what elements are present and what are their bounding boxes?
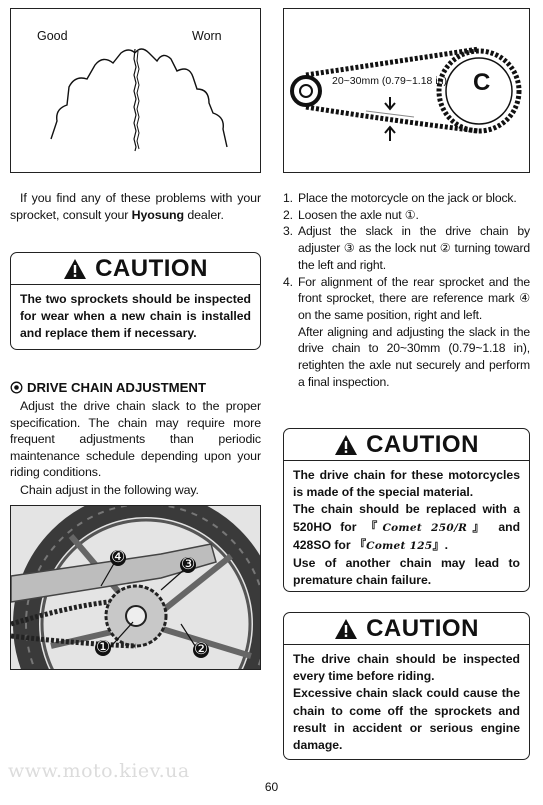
step-number: 2.: [283, 207, 293, 222]
caution-line: Use of another chain may lead to premature chain failure.: [293, 556, 520, 588]
sprocket-teeth-drawing: [11, 9, 260, 172]
callout-4: ④: [110, 549, 126, 566]
warning-triangle-icon: [334, 618, 358, 640]
adjustment-steps: [283, 190, 530, 390]
step-number: 4.: [283, 274, 293, 289]
sprocket-note-end: dealer.: [183, 207, 224, 222]
sprocket-letter: C: [473, 69, 491, 96]
warning-triangle-icon: [63, 258, 87, 280]
step-text: Adjust the slack in the drive chain by adjuster ③ as the lock nut ② turning toward the left and right.: [298, 224, 530, 272]
step-number: 1.: [283, 191, 293, 205]
caution-header: [284, 613, 529, 645]
step-text: Place the motorcycle on the jack or block.: [298, 191, 517, 205]
step-number: 3.: [283, 224, 293, 239]
caution-title: CAUTION: [366, 614, 479, 642]
section-title: DRIVE CHAIN ADJUSTMENT: [27, 380, 207, 395]
label-good: Good: [37, 29, 68, 43]
chain-loop-drawing: [284, 9, 529, 172]
section-heading: [10, 380, 206, 395]
chain-slack-figure: [283, 8, 530, 173]
caution-box-chain-material: [283, 428, 530, 592]
model-name: Comet 250/R: [382, 521, 468, 534]
sprocket-note-text: If you find any of these problems with your sprocket, consult your: [10, 191, 261, 222]
step-item: [283, 207, 530, 224]
caution-text-part: .: [444, 537, 449, 552]
caution-box-sprockets: [10, 252, 261, 350]
step-text: For alignment of the rear sprocket and the front sprocket, there are reference mark ④ on the same position, right and left.: [298, 274, 530, 322]
sprocket-wear-figure: [10, 8, 261, 173]
bullet-circle-icon: [10, 381, 23, 394]
caution-box-inspection: [283, 612, 530, 760]
caution-text: [284, 461, 529, 589]
step-item: [283, 190, 530, 207]
slack-label: 20~30mm (0.79~1.18 in): [332, 75, 447, 87]
caution-text-part: and 428SO for: [293, 519, 521, 552]
caution-line: The drive chain for these motorcycles is made of the special material.: [293, 468, 520, 500]
warning-triangle-icon: [334, 434, 358, 456]
step-item: [283, 274, 530, 324]
rear-wheel-drawing: [11, 506, 260, 669]
callout-2: ②: [193, 641, 209, 658]
caution-line: The drive chain should be inspected every time before riding.: [293, 652, 520, 684]
caution-text-part: The chain should be replaced with a 520HO for: [293, 502, 520, 534]
caution-header: [284, 429, 529, 461]
sprocket-note: [10, 190, 261, 223]
step-continuation: After aligning and adjusting the slack in the drive chain to 20~30mm (0.79~1.18 in), retighten the axle nut securely and perform a final inspection.: [298, 324, 530, 389]
caution-line: Excessive chain slack could cause the chain to come off the sprockets and result in accident or serious engine damage.: [293, 686, 520, 753]
caution-text: [284, 645, 529, 754]
label-worn: Worn: [192, 29, 222, 43]
caution-header: [11, 253, 260, 285]
callout-1: ①: [95, 639, 111, 656]
page-number: 60: [264, 780, 279, 794]
caution-title: CAUTION: [95, 254, 208, 282]
step-item: [283, 223, 530, 273]
adjustment-instruction: Chain adjust in the following way.: [20, 483, 199, 497]
rear-wheel-figure: [10, 505, 261, 670]
caution-text: The two sprockets should be inspected for wear when a new chain is installed and replace them if necessary.: [20, 292, 251, 341]
brand-name: Hyosung: [131, 207, 184, 222]
caution-line: The chain should be replaced with a 520HO for 『Comet 250/R』 and 428SO for 『Comet 125』.: [293, 502, 521, 552]
model-name: Comet 125: [366, 539, 433, 552]
caution-title: CAUTION: [366, 430, 479, 458]
adjustment-intro: Adjust the drive chain slack to the proper specification. The chain may require more frequent adjustments than periodic maintenance schedule depending upon your riding conditions.: [10, 399, 261, 480]
callout-3: ③: [180, 556, 196, 573]
step-text: Loosen the axle nut ①.: [298, 207, 419, 222]
watermark: www.moto.kiev.ua: [8, 760, 190, 782]
